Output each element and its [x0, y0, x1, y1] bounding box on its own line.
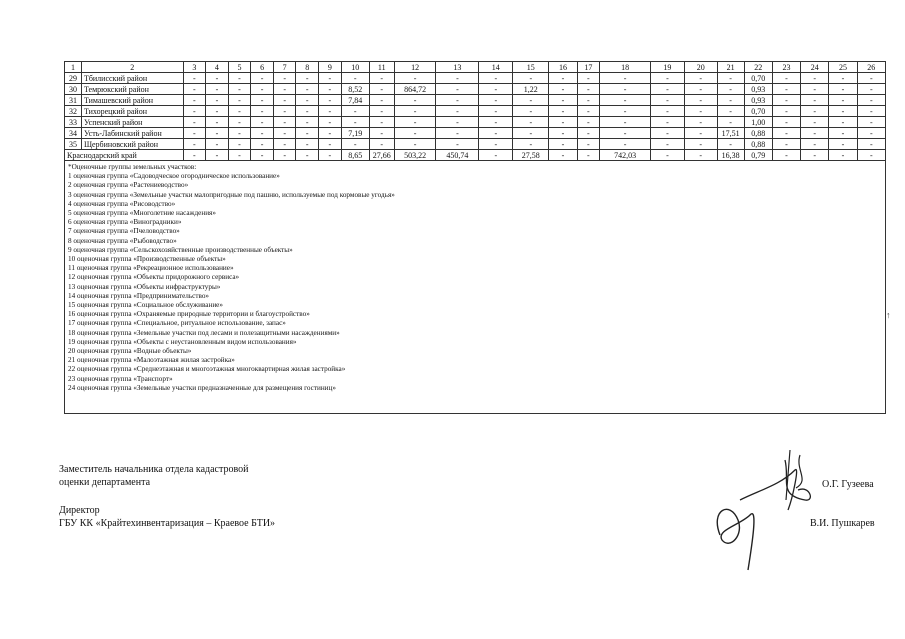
- total-value-cell: 27,58: [513, 150, 549, 161]
- value-cell: -: [341, 106, 369, 117]
- column-header: 15: [513, 62, 549, 73]
- value-cell: -: [206, 95, 229, 106]
- value-cell: -: [717, 106, 744, 117]
- value-cell: -: [296, 128, 319, 139]
- value-cell: -: [341, 117, 369, 128]
- note-line: 5 оценочная группа «Многолетние насаждения»: [68, 209, 216, 218]
- total-value-cell: -: [549, 150, 577, 161]
- value-cell: -: [206, 84, 229, 95]
- column-header: 21: [717, 62, 744, 73]
- value-cell: -: [436, 139, 479, 150]
- value-cell: -: [549, 139, 577, 150]
- value-cell: -: [549, 73, 577, 84]
- value-cell: -: [829, 117, 857, 128]
- value-cell: -: [228, 128, 251, 139]
- total-value-cell: 8,65: [341, 150, 369, 161]
- note-line: 3 оценочная группа «Земельные участки малопригодные под пашню, используемые под кормовые угодья»: [68, 190, 395, 199]
- value-cell: -: [341, 139, 369, 150]
- table-row: [65, 73, 886, 84]
- value-cell: -: [319, 95, 342, 106]
- value-cell: -: [829, 139, 857, 150]
- director-title-line1: Директор: [59, 505, 100, 516]
- value-cell: -: [857, 84, 885, 95]
- value-cell: -: [549, 117, 577, 128]
- value-cell: -: [801, 73, 829, 84]
- note-line: 22 оценочная группа «Среднеэтажная и многоэтажная многоквартирная жилая застройка»: [68, 365, 346, 374]
- value-cell: -: [273, 117, 296, 128]
- value-cell: -: [206, 106, 229, 117]
- value-cell: -: [251, 95, 274, 106]
- value-cell: 0,70: [744, 106, 772, 117]
- deputy-title-line1: Заместитель начальника отдела кадастровой: [59, 464, 249, 475]
- value-cell: -: [549, 84, 577, 95]
- column-header: 16: [549, 62, 577, 73]
- value-cell: -: [717, 117, 744, 128]
- value-cell: -: [577, 84, 600, 95]
- value-cell: -: [801, 106, 829, 117]
- table-row: [65, 84, 886, 95]
- column-header: 7: [273, 62, 296, 73]
- total-value-cell: -: [829, 150, 857, 161]
- value-cell: -: [228, 84, 251, 95]
- value-cell: -: [577, 73, 600, 84]
- value-cell: -: [829, 106, 857, 117]
- note-line: 16 оценочная группа «Охраняемые природные территории и благоустройство»: [68, 310, 310, 319]
- value-cell: 1,22: [513, 84, 549, 95]
- note-line: 19 оценочная группа «Объекты с неустановленным видом использования»: [68, 337, 297, 346]
- value-cell: -: [436, 106, 479, 117]
- value-cell: -: [479, 84, 513, 95]
- value-cell: -: [296, 117, 319, 128]
- value-cell: -: [296, 73, 319, 84]
- total-value-cell: -: [650, 150, 684, 161]
- column-header: 22: [744, 62, 772, 73]
- table-row: [65, 95, 886, 106]
- value-cell: -: [857, 117, 885, 128]
- table-row: [65, 106, 886, 117]
- total-value-cell: -: [577, 150, 600, 161]
- value-cell: -: [183, 73, 206, 84]
- value-cell: -: [319, 73, 342, 84]
- value-cell: -: [251, 84, 274, 95]
- column-header: 24: [801, 62, 829, 73]
- column-header: 12: [394, 62, 436, 73]
- value-cell: -: [369, 106, 394, 117]
- value-cell: -: [577, 139, 600, 150]
- total-value-cell: -: [228, 150, 251, 161]
- value-cell: -: [206, 117, 229, 128]
- total-value-cell: -: [296, 150, 319, 161]
- row-number: 32: [65, 106, 82, 117]
- value-cell: -: [801, 117, 829, 128]
- value-cell: -: [513, 139, 549, 150]
- value-cell: -: [251, 73, 274, 84]
- column-header: 19: [650, 62, 684, 73]
- note-line: 15 оценочная группа «Социальное обслуживание»: [68, 301, 223, 310]
- value-cell: -: [857, 139, 885, 150]
- header-row: [65, 62, 886, 73]
- total-row: [65, 150, 886, 161]
- value-cell: -: [369, 139, 394, 150]
- value-cell: -: [479, 106, 513, 117]
- value-cell: 1,00: [744, 117, 772, 128]
- value-cell: -: [650, 106, 684, 117]
- district-name: Щербиновский район: [81, 139, 183, 150]
- value-cell: -: [772, 139, 800, 150]
- value-cell: -: [394, 139, 436, 150]
- note-line: 13 оценочная группа «Объекты инфраструктуры»: [68, 282, 221, 291]
- column-header: 5: [228, 62, 251, 73]
- total-value-cell: 0,79: [744, 150, 772, 161]
- note-line: 18 оценочная группа «Земельные участки под лесами и полезащитными насаждениями»: [68, 328, 340, 337]
- value-cell: -: [394, 106, 436, 117]
- value-cell: -: [319, 139, 342, 150]
- value-cell: -: [772, 128, 800, 139]
- district-name: Тихорецкий район: [81, 106, 183, 117]
- district-name: Тимашевский район: [81, 95, 183, 106]
- column-header: 18: [600, 62, 651, 73]
- value-cell: -: [436, 95, 479, 106]
- deputy-title-line2: оценки департамента: [59, 477, 151, 488]
- value-cell: -: [183, 128, 206, 139]
- value-cell: -: [394, 128, 436, 139]
- value-cell: -: [577, 117, 600, 128]
- value-cell: -: [650, 117, 684, 128]
- value-cell: -: [600, 84, 651, 95]
- column-header: 26: [857, 62, 885, 73]
- value-cell: -: [600, 139, 651, 150]
- margin-mark: ↑: [886, 310, 891, 320]
- value-cell: -: [600, 106, 651, 117]
- value-cell: -: [801, 139, 829, 150]
- value-cell: 0,70: [744, 73, 772, 84]
- column-header: 2: [81, 62, 183, 73]
- value-cell: -: [251, 117, 274, 128]
- column-header: 13: [436, 62, 479, 73]
- value-cell: -: [600, 95, 651, 106]
- value-cell: 0,88: [744, 139, 772, 150]
- note-line: 12 оценочная группа «Объекты придорожного сервиса»: [68, 273, 240, 282]
- value-cell: -: [717, 95, 744, 106]
- value-cell: -: [577, 95, 600, 106]
- value-cell: -: [394, 117, 436, 128]
- value-cell: -: [183, 139, 206, 150]
- value-cell: -: [513, 73, 549, 84]
- value-cell: -: [251, 139, 274, 150]
- value-cell: -: [772, 117, 800, 128]
- value-cell: -: [650, 139, 684, 150]
- value-cell: -: [436, 117, 479, 128]
- district-name: Усть-Лабинский район: [81, 128, 183, 139]
- handwritten-signature: [700, 440, 830, 580]
- table-row: [65, 139, 886, 150]
- value-cell: 0,93: [744, 95, 772, 106]
- value-cell: -: [228, 73, 251, 84]
- note-line: 14 оценочная группа «Предпринимательство»: [68, 291, 210, 300]
- value-cell: -: [549, 128, 577, 139]
- valuation-table: [64, 61, 886, 414]
- value-cell: -: [513, 117, 549, 128]
- value-cell: -: [600, 117, 651, 128]
- value-cell: -: [717, 73, 744, 84]
- value-cell: -: [436, 73, 479, 84]
- note-line: 7 оценочная группа «Пчеловодство»: [68, 227, 180, 236]
- value-cell: -: [319, 128, 342, 139]
- value-cell: -: [369, 128, 394, 139]
- value-cell: -: [650, 84, 684, 95]
- table-row: [65, 117, 886, 128]
- notes-cell: [65, 161, 886, 414]
- value-cell: -: [549, 106, 577, 117]
- value-cell: -: [273, 73, 296, 84]
- notes-row: [65, 161, 886, 414]
- note-line: 2 оценочная группа «Растениеводство»: [68, 181, 189, 190]
- director-title: [59, 504, 275, 530]
- note-line: 17 оценочная группа «Специальное, ритуальное использование, запас»: [68, 319, 286, 328]
- value-cell: -: [341, 73, 369, 84]
- value-cell: -: [206, 139, 229, 150]
- column-header: 20: [684, 62, 717, 73]
- value-cell: -: [857, 106, 885, 117]
- value-cell: -: [479, 117, 513, 128]
- value-cell: -: [801, 128, 829, 139]
- value-cell: -: [717, 84, 744, 95]
- column-header: 17: [577, 62, 600, 73]
- value-cell: -: [183, 95, 206, 106]
- value-cell: -: [251, 128, 274, 139]
- value-cell: -: [772, 73, 800, 84]
- value-cell: -: [228, 117, 251, 128]
- value-cell: -: [684, 73, 717, 84]
- row-number: 35: [65, 139, 82, 150]
- total-value-cell: -: [772, 150, 800, 161]
- column-header: 9: [319, 62, 342, 73]
- total-value-cell: 27,66: [369, 150, 394, 161]
- district-name: Тбилисский район: [81, 73, 183, 84]
- value-cell: -: [600, 73, 651, 84]
- value-cell: -: [183, 84, 206, 95]
- value-cell: -: [319, 117, 342, 128]
- total-value-cell: -: [206, 150, 229, 161]
- value-cell: -: [650, 95, 684, 106]
- value-cell: -: [479, 139, 513, 150]
- column-header: 6: [251, 62, 274, 73]
- value-cell: -: [183, 106, 206, 117]
- value-cell: -: [857, 95, 885, 106]
- deputy-name: О.Г. Гузеева: [822, 479, 874, 490]
- value-cell: -: [394, 73, 436, 84]
- value-cell: -: [273, 139, 296, 150]
- row-number: 33: [65, 117, 82, 128]
- value-cell: -: [513, 128, 549, 139]
- value-cell: -: [296, 84, 319, 95]
- district-name: Темрюкский район: [81, 84, 183, 95]
- value-cell: -: [577, 128, 600, 139]
- value-cell: -: [183, 117, 206, 128]
- value-cell: -: [206, 128, 229, 139]
- value-cell: -: [251, 106, 274, 117]
- value-cell: 7,19: [341, 128, 369, 139]
- value-cell: 8,52: [341, 84, 369, 95]
- value-cell: -: [772, 106, 800, 117]
- value-cell: -: [479, 73, 513, 84]
- value-cell: -: [549, 95, 577, 106]
- value-cell: -: [296, 95, 319, 106]
- value-cell: -: [829, 73, 857, 84]
- value-cell: -: [228, 106, 251, 117]
- total-value-cell: 503,22: [394, 150, 436, 161]
- value-cell: -: [650, 128, 684, 139]
- total-value-cell: 450,74: [436, 150, 479, 161]
- note-line: *Оценочные группы земельных участков:: [68, 163, 197, 171]
- value-cell: -: [717, 139, 744, 150]
- total-value-cell: -: [183, 150, 206, 161]
- value-cell: -: [369, 84, 394, 95]
- value-cell: -: [684, 106, 717, 117]
- value-cell: -: [684, 139, 717, 150]
- value-cell: -: [577, 106, 600, 117]
- value-cell: -: [772, 84, 800, 95]
- value-cell: -: [684, 128, 717, 139]
- row-number: 34: [65, 128, 82, 139]
- note-line: 6 оценочная группа «Виноградники»: [68, 218, 182, 227]
- value-cell: -: [436, 84, 479, 95]
- column-header: 4: [206, 62, 229, 73]
- value-cell: -: [369, 73, 394, 84]
- value-cell: -: [273, 128, 296, 139]
- value-cell: -: [273, 106, 296, 117]
- value-cell: -: [479, 128, 513, 139]
- value-cell: -: [829, 95, 857, 106]
- row-number: 31: [65, 95, 82, 106]
- value-cell: -: [829, 128, 857, 139]
- value-cell: -: [829, 84, 857, 95]
- value-cell: 7,84: [341, 95, 369, 106]
- column-header: 8: [296, 62, 319, 73]
- value-cell: -: [394, 95, 436, 106]
- column-header: 23: [772, 62, 800, 73]
- total-value-cell: -: [319, 150, 342, 161]
- note-line: 8 оценочная группа «Рыбоводство»: [68, 236, 177, 245]
- row-number: 30: [65, 84, 82, 95]
- value-cell: -: [228, 139, 251, 150]
- value-cell: -: [513, 106, 549, 117]
- value-cell: -: [772, 95, 800, 106]
- value-cell: -: [273, 95, 296, 106]
- note-line: 10 оценочная группа «Производственные объекты»: [68, 255, 226, 264]
- value-cell: -: [273, 84, 296, 95]
- value-cell: -: [857, 73, 885, 84]
- value-cell: -: [513, 95, 549, 106]
- total-value-cell: -: [857, 150, 885, 161]
- note-line: 20 оценочная группа «Водные объекты»: [68, 347, 192, 356]
- column-header: 14: [479, 62, 513, 73]
- column-header: 3: [183, 62, 206, 73]
- value-cell: -: [801, 84, 829, 95]
- total-value-cell: -: [479, 150, 513, 161]
- total-value-cell: 742,03: [600, 150, 651, 161]
- value-cell: -: [369, 117, 394, 128]
- region-name: Краснодарский край: [65, 150, 184, 161]
- value-cell: -: [296, 106, 319, 117]
- director-title-line2: ГБУ КК «Крайтехинвентаризация – Краевое БТИ»: [59, 518, 276, 529]
- note-line: 4 оценочная группа «Рисоводство»: [68, 199, 176, 208]
- value-cell: -: [801, 95, 829, 106]
- column-header: 1: [65, 62, 82, 73]
- value-cell: -: [206, 73, 229, 84]
- note-line: 23 оценочная группа «Транспорт»: [68, 374, 173, 383]
- total-value-cell: -: [684, 150, 717, 161]
- column-header: 11: [369, 62, 394, 73]
- value-cell: 0,88: [744, 128, 772, 139]
- note-line: 24 оценочная группа «Земельные участки предназначенные для размещения гостиниц»: [68, 383, 336, 392]
- value-cell: -: [684, 95, 717, 106]
- total-value-cell: -: [251, 150, 274, 161]
- district-name: Успенский район: [81, 117, 183, 128]
- value-cell: 17,51: [717, 128, 744, 139]
- note-line: 21 оценочная группа «Малоэтажная жилая застройка»: [68, 356, 235, 365]
- value-cell: -: [684, 84, 717, 95]
- value-cell: 864,72: [394, 84, 436, 95]
- total-value-cell: 16,38: [717, 150, 744, 161]
- value-cell: 0,93: [744, 84, 772, 95]
- value-cell: -: [684, 117, 717, 128]
- value-cell: -: [369, 95, 394, 106]
- total-value-cell: -: [273, 150, 296, 161]
- value-cell: -: [857, 128, 885, 139]
- row-number: 29: [65, 73, 82, 84]
- column-header: 10: [341, 62, 369, 73]
- value-cell: -: [228, 95, 251, 106]
- note-line: 9 оценочная группа «Сельскохозяйственные производственные объекты»: [68, 245, 293, 254]
- note-line: 11 оценочная группа «Рекреационное использование»: [68, 264, 234, 273]
- table-row: [65, 128, 886, 139]
- value-cell: -: [296, 139, 319, 150]
- total-value-cell: -: [801, 150, 829, 161]
- value-cell: -: [600, 128, 651, 139]
- value-cell: -: [436, 128, 479, 139]
- value-cell: -: [479, 95, 513, 106]
- note-line: 1 оценочная группа «Садоводческое огородническое использование»: [68, 172, 280, 181]
- column-header: 25: [829, 62, 857, 73]
- value-cell: -: [650, 73, 684, 84]
- value-cell: -: [319, 106, 342, 117]
- deputy-title: [59, 463, 249, 489]
- value-cell: -: [319, 84, 342, 95]
- director-name: В.И. Пушкарев: [810, 518, 875, 529]
